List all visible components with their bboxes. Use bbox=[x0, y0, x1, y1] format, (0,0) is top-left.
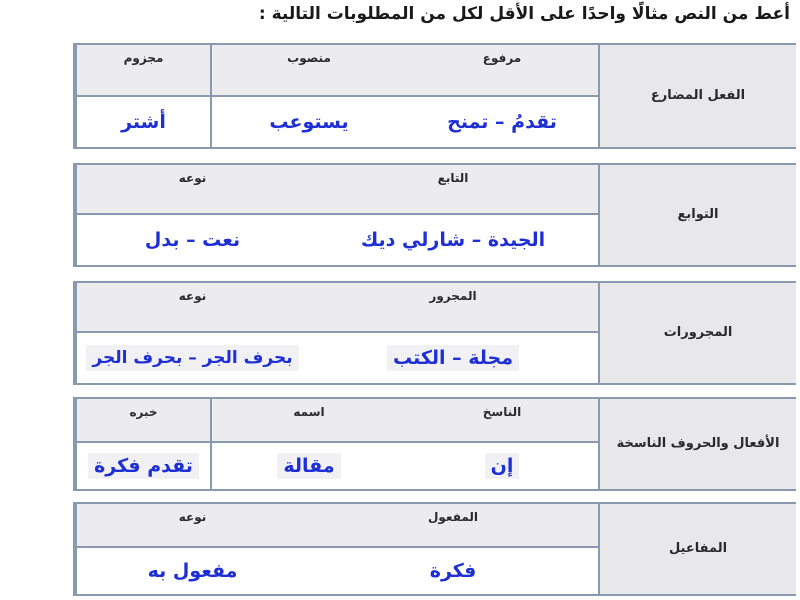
value-mafool: فكرة bbox=[308, 548, 598, 594]
value-marfu: تقدمُ – تمنح bbox=[406, 97, 598, 147]
value-nasikh-cell bbox=[406, 443, 598, 489]
value-naw: بحرف الجر – بحرف الجر bbox=[86, 345, 298, 371]
table-mafail bbox=[73, 502, 796, 596]
value-nasikh: إن bbox=[485, 453, 520, 479]
table-mudari bbox=[73, 43, 796, 149]
row-label: المجرورات bbox=[598, 283, 796, 383]
header-naw: نوعه bbox=[75, 504, 308, 548]
header-mansub: منصوب bbox=[210, 45, 406, 97]
value-khabar-cell bbox=[75, 443, 210, 489]
table-majrurat bbox=[73, 281, 796, 385]
header-khabar: خبره bbox=[75, 399, 210, 443]
header-majzum: مجزوم bbox=[75, 45, 210, 97]
page-title: أعط من النص مثالًا واحدًا على الأقل لكل من المطلوبات التالية : bbox=[258, 4, 790, 24]
header-tabi: التابع bbox=[308, 165, 598, 215]
row-label: الفعل المضارع bbox=[598, 45, 796, 147]
header-naw: نوعه bbox=[75, 165, 308, 215]
value-tabi: الجيدة – شارلي ديك bbox=[308, 215, 598, 265]
value-ism-cell bbox=[210, 443, 406, 489]
header-naw: نوعه bbox=[75, 283, 308, 333]
table-tawabi bbox=[73, 163, 796, 267]
value-naw: نعت – بدل bbox=[75, 215, 308, 265]
value-naw-cell bbox=[75, 333, 308, 383]
value-naw: مفعول به bbox=[75, 548, 308, 594]
row-label: الأفعال والحروف الناسخة bbox=[598, 399, 796, 489]
header-majrur: المجرور bbox=[308, 283, 598, 333]
row-label: المفاعيل bbox=[598, 504, 796, 594]
value-khabar: تقدم فكرة bbox=[88, 453, 199, 479]
value-ism: مقالة bbox=[277, 453, 340, 479]
header-mafool: المفعول bbox=[308, 504, 598, 548]
header-nasikh: الناسخ bbox=[406, 399, 598, 443]
header-ism: اسمه bbox=[210, 399, 406, 443]
table-nawasikh bbox=[73, 397, 796, 491]
value-majzum: أشتر bbox=[75, 97, 210, 147]
value-majrur: مجلة – الكتب bbox=[387, 345, 519, 371]
row-label: التوابع bbox=[598, 165, 796, 265]
value-mansub: يستوعب bbox=[210, 97, 406, 147]
value-majrur-cell bbox=[308, 333, 598, 383]
header-marfu: مرفوع bbox=[406, 45, 598, 97]
